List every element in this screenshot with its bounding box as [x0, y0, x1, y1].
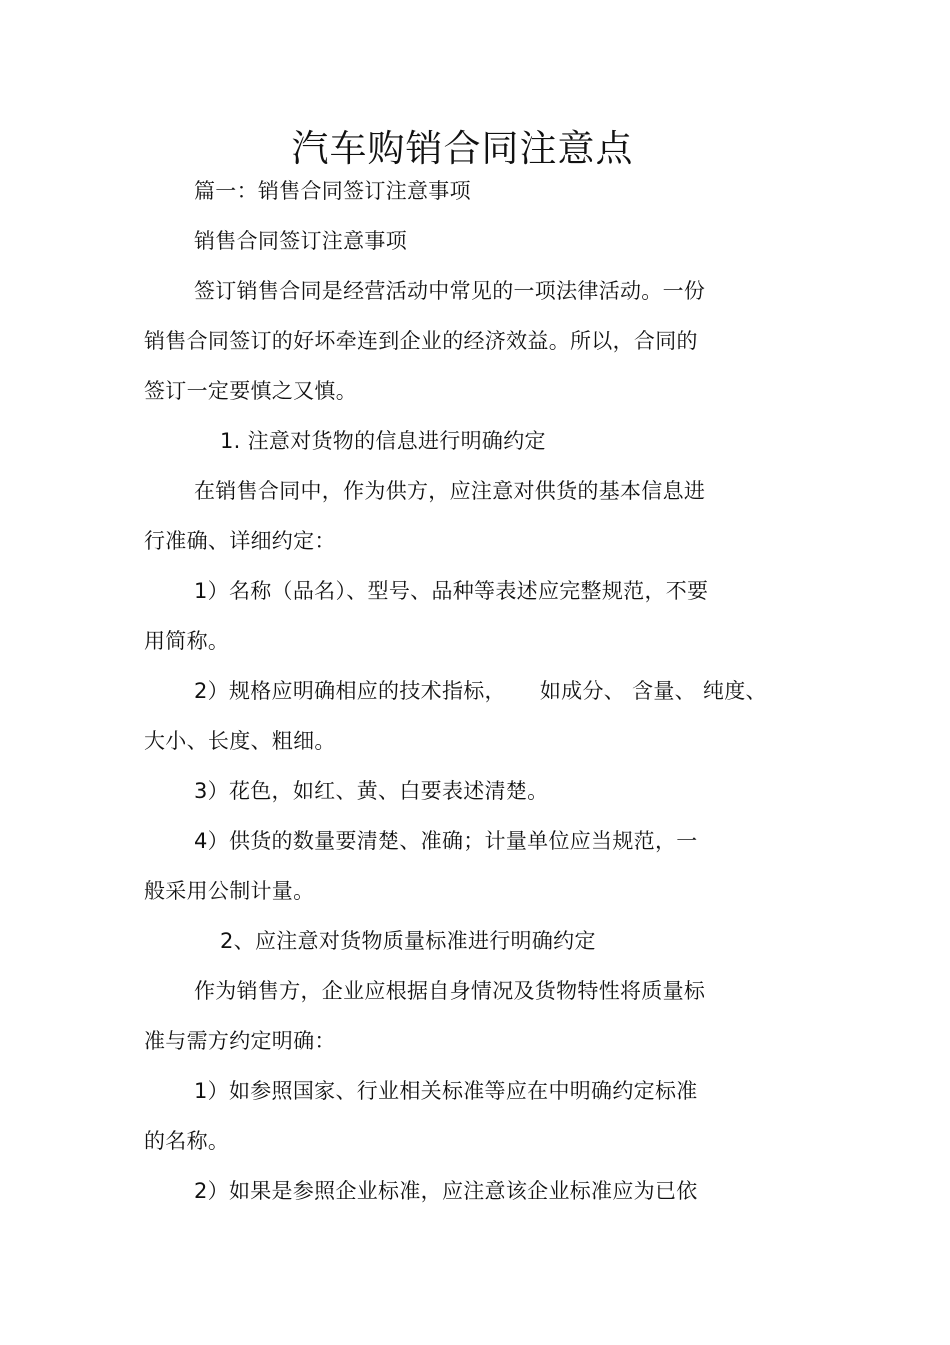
subheading: 销售合同签订注意事项 [194, 229, 407, 253]
numbered-heading: 1. 注意对货物的信息进行明确约定 [220, 429, 546, 453]
list-item-line: 3）花色，如红、黄、白要表述清楚。 [194, 779, 549, 803]
paragraph-line: 销售合同签订的好坏牵连到企业的经济效益。所以，合同的 [144, 329, 698, 353]
document-title: 汽车购销合同注意点 [291, 127, 634, 170]
list-item-line: 4）供货的数量要清楚、准确；计量单位应当规范，一 [194, 829, 698, 853]
list-item-text-part: 2）规格应明确相应的技术指标， [194, 679, 506, 703]
paragraph-line: 行准确、详细约定： [144, 529, 336, 553]
list-item-line: 大小、长度、粗细。 [144, 729, 336, 753]
paragraph-line: 签订一定要慎之又慎。 [144, 379, 357, 403]
list-item-line: 2）如果是参照企业标准，应注意该企业标准应为已依 [194, 1179, 698, 1203]
list-item-text-part: 如成分、 含量、 纯度、 [539, 679, 767, 703]
section-heading: 篇一：销售合同签订注意事项 [194, 179, 471, 203]
list-item-line: 的名称。 [144, 1129, 230, 1153]
list-item-line: 1）名称（品名）、型号、品种等表述应完整规范，不要 [194, 579, 709, 603]
paragraph-line: 准与需方约定明确： [144, 1029, 336, 1053]
paragraph-line: 作为销售方，企业应根据自身情况及货物特性将质量标 [194, 979, 706, 1003]
numbered-heading: 2、应注意对货物质量标准进行明确约定 [220, 929, 596, 953]
paragraph-line: 在销售合同中，作为供方，应注意对供货的基本信息进 [194, 479, 706, 503]
list-item-line [194, 676, 767, 706]
list-item-line: 般采用公制计量。 [144, 879, 315, 903]
list-item-line: 1）如参照国家、行业相关标准等应在中明确约定标准 [194, 1079, 698, 1103]
paragraph-line: 签订销售合同是经营活动中常见的一项法律活动。一份 [194, 279, 706, 303]
list-item-line: 用简称。 [144, 629, 230, 653]
